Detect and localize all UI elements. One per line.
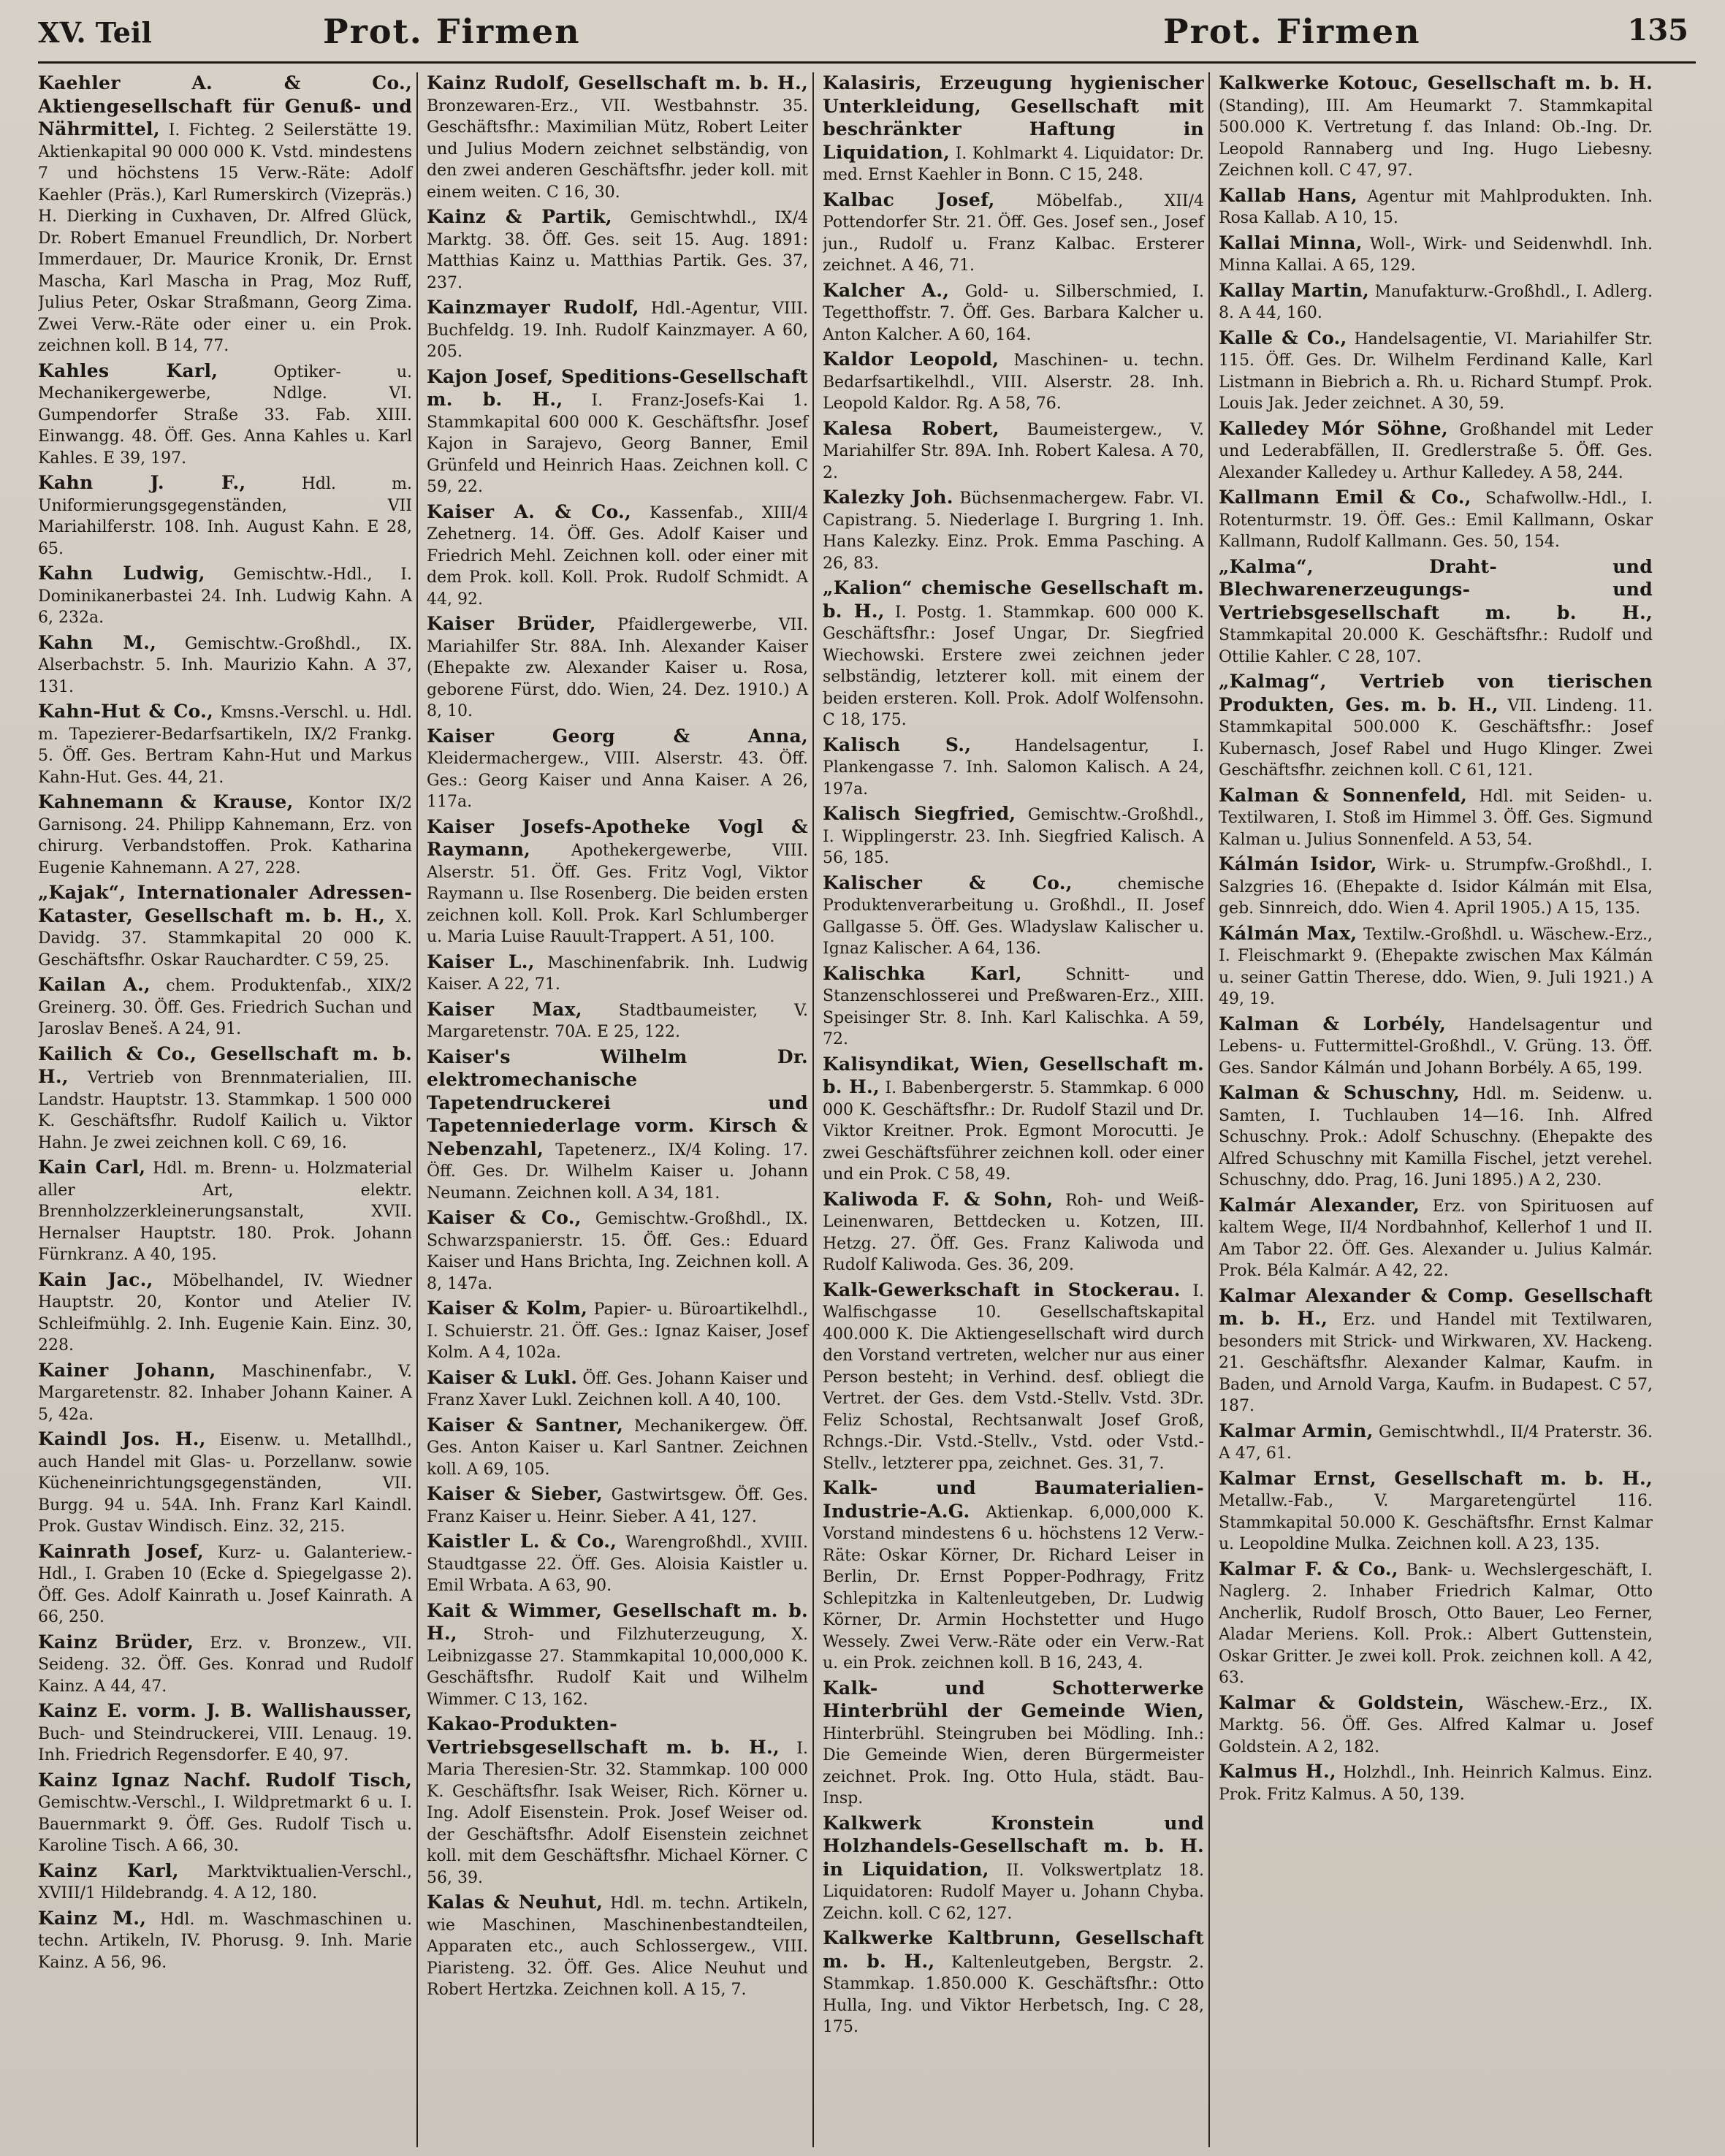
entry-firm-name: „Kajak“, Internationaler Adressen-Kataster, Gesellschaft m. b. H., — [38, 882, 412, 926]
entry-details: Gemischtw.-Hdl., I. Dominikanerbastei 24. Inh. Ludwig Kahn. A 6, 232a. — [38, 565, 412, 627]
entry-firm-name: Kalischer & Co., — [823, 872, 1073, 894]
entry-details: Manufakturw.-Großhdl., I. Adlerg. 8. A 44, 160. — [1219, 282, 1653, 322]
entry-details: (Standing), III. Am Heumarkt 7. Stammkapital 500.000 K. Vertretung f. das Inland: Ob.-Ing. Dr. Leopold Rannaberg und Ing. Hugo Liebesny. Zeichnen koll. C 47, 97. — [1219, 96, 1653, 180]
entry-details: Möbelhandel, IV. Wiedner Hauptstr. 20, Kontor und Atelier IV. Schleifmühlg. 2. Inh. Eugenie Kain. Einz. 30, 228. — [38, 1271, 412, 1355]
directory-entry — [1219, 853, 1653, 920]
directory-entry — [38, 360, 412, 470]
entry-firm-name: Kalasiris, Erzeugung hygienischer Unterkleidung, Gesellschaft mit beschränkter Haftung in Liquidation, — [823, 72, 1204, 163]
entry-details: Gemischtw.-Großhdl., IX. Alserbachstr. 5. Inh. Maurizio Kahn. A 37, 131. — [38, 634, 413, 696]
directory-entry — [823, 348, 1204, 415]
directory-entry — [1219, 1285, 1653, 1417]
entry-firm-name: Kalmar Armin, — [1219, 1420, 1374, 1441]
entry-firm-name: Kalisyndikat, Wien, Gesellschaft m. b. H., — [823, 1053, 1204, 1097]
column-1 — [38, 72, 418, 2147]
entry-details: Erz. v. Bronzew., VII. Seideng. 32. Öff. Ges. Konrad und Rudolf Kainz. A 44, 47. — [38, 1634, 412, 1696]
entry-firm-name: Kainrath Josef, — [38, 1540, 204, 1562]
directory-entry — [38, 974, 412, 1040]
entry-firm-name: Kaiser Brüder, — [427, 613, 596, 634]
entry-firm-name: Kaiser & Kolm, — [427, 1298, 588, 1319]
directory-entry — [427, 999, 808, 1043]
directory-entry — [427, 1207, 808, 1295]
entry-firm-name: Kaehler A. & Co., Aktiengesellschaft für Genuß- und Nährmittel, — [38, 72, 412, 140]
entry-details: Hdl. m. Seidenw. u. Samten, I. Tuchlauben 14—16. Inh. Alfred Schuschny. Prok.: Adolf Schuschny. (Ehepakte des Alfred Schuschny mit Kamilla Fischel, jetzt verehel. Schuschny, ddo. Prag, 16. Juni 1895.) A 2, 230. — [1219, 1085, 1653, 1189]
directory-entry — [823, 963, 1204, 1051]
entry-details: Maschinen- u. techn. Bedarfsartikelhdl., VIII. Alserstr. 28. Inh. Leopold Kaldor. Rg. A 58, 76. — [823, 351, 1204, 413]
entry-firm-name: Kaistler L. & Co., — [427, 1531, 617, 1552]
entry-details: Kmsns.-Verschl. u. Hdl. m. Tapezierer-Bedarfsartikeln, IX/2 Frankg. 5. Öff. Ges. Bertram Kahn-Hut und Markus Kahn-Hut. Ges. 44, 21. — [38, 704, 412, 787]
entry-firm-name: Kaldor Leopold, — [823, 348, 999, 370]
entry-details: Maschinenfabr., V. Margaretenstr. 82. Inhaber Johann Kainer. A 5, 42a. — [38, 1362, 412, 1424]
directory-entry — [1219, 1761, 1653, 1805]
directory-entry — [38, 1269, 412, 1357]
entry-firm-name: Kaiser Georg & Anna, — [427, 725, 808, 747]
entry-details: Roh- und Weiß-Leinenwaren, Bettdecken u. Kotzen, III. Hetzg. 27. Öff. Ges. Franz Kaliwoda und Rudolf Kaliwoda. Ges. 36, 209. — [823, 1191, 1205, 1274]
entry-details: Öff. Ges. Johann Kaiser und Franz Xaver Lukl. Zeichnen koll. A 40, 100. — [427, 1369, 809, 1409]
directory-entry — [1219, 280, 1653, 324]
directory-entry — [823, 577, 1204, 731]
entry-firm-name: Kaiser & Santner, — [427, 1414, 624, 1436]
entry-firm-name: Kahn-Hut & Co., — [38, 701, 214, 722]
directory-entry — [1219, 671, 1653, 782]
entry-firm-name: Kalkwerke Kotouc, Gesellschaft m. b. H. — [1219, 72, 1653, 94]
entry-details: Agentur mit Mahlprodukten. Inh. Rosa Kallab. A 10, 15. — [1219, 187, 1653, 227]
entry-details: Hdl.-Agentur, VIII. Buchfeldg. 19. Inh. Rudolf Kainzmayer. A 60, 205. — [427, 300, 808, 361]
entry-details: Warengroßhdl., XVIII. Staudtgasse 22. Öff. Ges. Aloisia Kaistler u. Emil Wrbata. A 63, 90. — [427, 1534, 808, 1595]
directory-entry — [38, 472, 412, 560]
directory-entry — [38, 882, 412, 971]
directory-entry — [38, 1770, 412, 1857]
entry-firm-name: Kaiser L., — [427, 951, 535, 972]
entry-firm-name: Kailan A., — [38, 974, 151, 995]
entry-details: Bank- u. Wechslergeschäft, I. Naglerg. 2. Inhaber Friedrich Kalmar, Otto Ancherlik, Rudolf Brosch, Otto Bauer, Leo Ferner, Aladar Meriens. Koll. Prok.: Albert Guttenstein, Oskar Gritter. Je zwei koll. Prok. zeichnen koll. A 42, 63. — [1219, 1561, 1653, 1687]
directory-entry — [1219, 232, 1653, 277]
entry-firm-name: Kalk- und Baumaterialien-Industrie-A.G. — [823, 1477, 1204, 1522]
directory-entry — [1219, 1420, 1653, 1465]
directory-entry — [1219, 1468, 1653, 1555]
entry-details: Pfaidlergewerbe, VII. Mariahilfer Str. 88A. Inh. Alexander Kaiser (Ehepakte zw. Alexander Kaiser u. Rosa, geborene Fürst, ddo. Wien, 24. Dez. 1910.) A 8, 10. — [427, 616, 809, 720]
directory-entry — [38, 72, 412, 357]
directory-entry — [1219, 1558, 1653, 1689]
entry-details: Metallw.-Fab., V. Margaretengürtel 116. Stammkapital 50.000 K. Geschäftsfhr. Ernst Kalmar u. Leopoldine Mulka. Zeichnen koll. A 23, 135. — [1219, 1492, 1653, 1553]
entry-firm-name: „Kalion“ chemische Gesellschaft m. b. H., — [823, 577, 1204, 622]
entry-details: Hdl. m. Waschmaschinen u. techn. Artikeln, IV. Phorusg. 9. Inh. Marie Kainz. A 56, 96. — [38, 1910, 412, 1972]
entry-details: VII. Lindeng. 11. Stammkapital 500.000 K. Geschäftsfhr.: Josef Kubernasch, Josef Rabel und Hugo Klinger. Zwei Geschäftsfhr. zeichnen koll. C 61, 121. — [1219, 696, 1653, 780]
entry-details: Kaltenleutgeben, Bergstr. 2. Stammkap. 1.850.000 K. Geschäftsfhr.: Otto Hulla, Ing. und Viktor Herbetsch, Ing. C 28, 175. — [823, 1953, 1204, 2036]
directory-entry — [823, 280, 1204, 346]
entry-details: Woll-, Wirk- und Seidenwhdl. Inh. Minna Kallai. A 65, 129. — [1219, 235, 1653, 275]
entry-firm-name: Kalisch S., — [823, 734, 972, 755]
directory-entry — [1219, 185, 1653, 229]
entry-details: chem. Produktenfab., XIX/2 Greinerg. 30. Öff. Ges. Friedrich Suchan und Jaroslav Beneš. A 24, 91. — [38, 977, 412, 1038]
running-title-left: Prot. Firmen — [323, 12, 581, 51]
directory-entry — [1219, 1013, 1653, 1080]
entry-details: Gemischtwhdl., IX/4 Marktg. 38. Öff. Ges. seit 15. Aug. 1891: Matthias Kainz u. Matthias Partik. Ges. 37, 237. — [427, 209, 808, 292]
entry-firm-name: Kalmar Ernst, Gesellschaft m. b. H., — [1219, 1467, 1653, 1489]
directory-entry — [427, 72, 808, 203]
directory-entry — [427, 1298, 808, 1364]
entry-firm-name: Kalmar F. & Co., — [1219, 1558, 1398, 1580]
directory-entry — [427, 1713, 808, 1889]
entry-firm-name: Kalesa Robert, — [823, 417, 999, 439]
directory-entry — [427, 1046, 808, 1205]
entry-firm-name: Kallay Martin, — [1219, 279, 1370, 301]
entry-firm-name: Kalezky Joh. — [823, 487, 953, 508]
entry-firm-name: Kaliwoda F. & Sohn, — [823, 1188, 1054, 1210]
entry-firm-name: Kalman & Sonnenfeld, — [1219, 784, 1468, 806]
entry-firm-name: Kálmán Isidor, — [1219, 853, 1377, 875]
directory-entry — [38, 1428, 412, 1538]
entry-firm-name: Kalman & Lorbély, — [1219, 1013, 1447, 1035]
entry-details: I. Franz-Josefs-Kai 1. Stammkapital 600 000 K. Geschäftsfhr. Josef Kajon in Sarajevo, Georg Banner, Emil Grünfeld und Heinrich Haas. Zeichnen koll. C 59, 22. — [427, 392, 808, 496]
directory-entry — [823, 1477, 1204, 1675]
entry-details: Gastwirtsgew. Öff. Ges. Franz Kaiser u. Heinr. Sieber. A 41, 127. — [427, 1486, 808, 1526]
entry-firm-name: Kainz Ignaz Nachf. Rudolf Tisch, — [38, 1769, 412, 1791]
directory-entry — [1219, 327, 1653, 415]
entry-details: I. Walfischgasse 10. Gesellschaftskapital 400.000 K. Die Aktiengesellschaft wird durch den Vorstand vertreten, welcher nur aus einer Person besteht; in Verhind. desf. obliegt die Vertret. der Ges. dem Vstd.-Stellv. Vstd. 3Dr. Feliz Schostal, Rechtsanwalt Josef Groß, Rchngs.-Dir. Vstd.-Stellv., Vstd. oder Vstd.-Stellv., letzterer ppa, zeichnet. Ges. 31, 7. — [823, 1281, 1204, 1473]
entry-firm-name: Kalischka Karl, — [823, 962, 1022, 984]
entry-details: II. Volkswertplatz 18. Liquidatoren: Rudolf Mayer u. Johann Chyba. Zeichn. koll. C 62, 127. — [823, 1861, 1205, 1923]
entry-firm-name: Kainer Johann, — [38, 1359, 216, 1381]
entry-firm-name: Kallmann Emil & Co., — [1219, 487, 1471, 508]
entry-firm-name: Kálmán Max, — [1219, 922, 1357, 944]
directory-entry — [38, 1631, 412, 1698]
entry-details: Gemischtw.-Großhdl., I. Wipplingerstr. 23. Inh. Siegfried Kalisch. A 56, 185. — [823, 806, 1204, 867]
entry-firm-name: Kallai Minna, — [1219, 232, 1363, 254]
entry-firm-name: Kahn Ludwig, — [38, 563, 205, 584]
entry-firm-name: Kalledey Mór Söhne, — [1219, 417, 1448, 439]
entry-firm-name: Kainz E. vorm. J. B. Wallishausser, — [38, 1700, 412, 1721]
entry-details: Buch- und Steindruckerei, VIII. Lenaug. 19. Inh. Friedrich Regensdorfer. E 40, 97. — [38, 1724, 412, 1764]
entry-details: Eisenw. u. Metallhdl., auch Handel mit Glas- u. Porzellanw. sowie Kücheneinrichtungsgegenständen, VII. Burgg. 94 u. 54A. Inh. Franz Karl Kaindl. Prok. Gustav Windisch. Einz. 32, 215. — [38, 1431, 412, 1536]
entry-details: Hdl. m. Brenn- u. Holzmaterial aller Art, elektr. Brennholzzerkleinerungsanstalt, XVII. Hernalser Hauptstr. 180. Prok. Johann Fürnkranz. A 40, 195. — [38, 1159, 412, 1264]
directory-entry — [1219, 1692, 1653, 1759]
entry-firm-name: Kahnemann & Krause, — [38, 791, 294, 812]
entry-firm-name: Kainz M., — [38, 1907, 147, 1929]
directory-entry — [823, 1189, 1204, 1276]
entry-firm-name: Kalmus H., — [1219, 1761, 1336, 1782]
directory-entry — [38, 1908, 412, 1974]
directory-entry — [823, 189, 1204, 277]
entry-firm-name: Kaiser & Sieber, — [427, 1483, 603, 1504]
entry-details: Kontor IX/2 Garnisong. 24. Philipp Kahnemann, Erz. von chirurg. Verbandstoffen. Prok. Katharina Eugenie Kahnemann. A 27, 228. — [38, 794, 413, 877]
column-4 — [1219, 72, 1657, 2147]
entry-details: Hinterbrühl. Steingruben bei Mödling. Inh.: Die Gemeinde Wien, deren Bürgermeister zeichnet. Prok. Ing. Otto Hula, städt. Bau-Insp. — [823, 1724, 1204, 1808]
directory-entry — [1219, 72, 1653, 182]
entry-firm-name: Kaiser's Wilhelm Dr. elektromechanische Tapetendruckerei und Tapetenniederlage vorm. Kirsch & Nebenzahl, — [427, 1045, 808, 1159]
entry-details: Vertrieb von Brennmaterialien, III. Landstr. Hauptstr. 13. Stammkap. 1 500 000 K. Geschäftsfhr. Rudolf Kailich u. Viktor Hahn. Je zwei zeichnen koll. C 69, 16. — [38, 1069, 413, 1152]
directory-entry — [427, 366, 808, 498]
entry-details: Möbelfab., XII/4 Pottendorfer Str. 21. Öff. Ges. Josef sen., Josef jun., Rudolf u. Franz Kalbac. Ersterer zeichnet. A 46, 71. — [823, 191, 1204, 275]
entry-details: Baumeistergew., V. Mariahilfer Str. 89A. Inh. Robert Kalesa. A 70, 2. — [823, 420, 1204, 482]
directory-entry — [1219, 923, 1653, 1010]
entry-details: Kurz- u. Galanteriew.-Hdl., I. Graben 10 (Ecke d. Spiegelgasse 2). Öff. Ges. Adolf Kainrath u. Josef Kainrath. A 66, 250. — [38, 1543, 413, 1626]
entry-details: Erz. und Handel mit Textilwaren, besonders mit Strick- und Wirkwaren, XV. Hackeng. 21. Geschäftsfhr. Alexander Kalmar, Kaufm. in Baden, und Arnold Varga, Kaufm. in Budapest. C 57, 187. — [1219, 1311, 1653, 1415]
entry-details: Maschinenfabrik. Inh. Ludwig Kaiser. A 22, 71. — [427, 953, 808, 994]
entry-firm-name: Kalmár Alexander, — [1219, 1194, 1420, 1216]
entry-details: Mechanikergew. Öff. Ges. Anton Kaiser u. Karl Santner. Zeichnen koll. A 69, 105. — [427, 1417, 808, 1479]
directory-entry — [427, 816, 808, 948]
directory-entry — [823, 1054, 1204, 1186]
directory-entry — [823, 1927, 1204, 2038]
entry-details: Tapetenerz., IX/4 Koling. 17. Öff. Ges. Dr. Wilhelm Kaiser u. Johann Neumann. Zeichnen koll. A 34, 181. — [427, 1140, 808, 1203]
entry-details: chemische Produktenverarbeitung u. Großhdl., II. Josef Gallgasse 5. Öff. Ges. Wladyslaw Kalischer u. Ignaz Kalischer. A 64, 136. — [823, 875, 1204, 958]
directory-entry — [38, 1043, 412, 1154]
entry-details: Erz. von Spirituosen auf kaltem Wege, II/4 Nordbahnhof, Kellerhof 1 und II. Am Tabor 22. Öff. Ges. Alexander u. Julius Kalmár. Prok. Béla Kalmár. A 42, 22. — [1219, 1197, 1653, 1280]
entry-details: Wirk- u. Strumpfw.-Großhdl., I. Salzgries 16. (Ehepakte d. Isidor Kálmán mit Elsa, geb. Sinnreich, ddo. Wien 4. April 1905.) A 15, 135. — [1219, 856, 1653, 918]
directory-entry — [823, 487, 1204, 574]
entry-details: I. Maria Theresien-Str. 32. Stammkap. 100 000 K. Geschäftsfhr. Isak Weiser, Rich. Körner u. Ing. Adolf Eisenstein. Prok. Josef Weiser od. der Geschäftsfhr. Adolf Eisenstein zeichnet koll. mit dem Geschäftsfhr. Michael Körner. C 56, 39. — [427, 1739, 808, 1887]
entry-firm-name: Kalisch Siegfried, — [823, 803, 1016, 824]
entry-details: Gold- u. Silberschmied, I. Tegetthoffstr. 7. Öff. Ges. Barbara Kalcher u. Anton Kalcher. A 60, 164. — [823, 282, 1204, 344]
directory-entry — [38, 791, 412, 879]
entry-details: Marktviktualien-Verschl., XVIII/1 Hildebrandg. 4. A 12, 180. — [38, 1862, 412, 1902]
directory-entry — [427, 1531, 808, 1597]
entry-details: Bronzewaren-Erz., VII. Westbahnstr. 35. Geschäftsfhr.: Maximilian Mütz, Robert Leiter und Julius Modern zeichnet selbständig, von den zwei anderen Geschäftsfhr. jeder koll. mit einem weiten. C 16, 30. — [427, 96, 808, 202]
directory-entry — [38, 1700, 412, 1767]
entry-details: I. Babenbergerstr. 5. Stammkap. 6 000 000 K. Geschäftsfhr.: Dr. Rudolf Stazil und Dr. Viktor Kreitner. Prok. Egmont Morocutti. Je zwei Geschäftsführer zeichnen koll. oder einer und ein Prok. C 58, 49. — [823, 1079, 1205, 1184]
directory-entry — [1219, 785, 1653, 851]
entry-firm-name: Kainzmayer Rudolf, — [427, 297, 639, 318]
entry-columns — [38, 72, 1696, 2147]
entry-firm-name: Kain Carl, — [38, 1157, 146, 1178]
directory-entry — [823, 1813, 1204, 1925]
entry-details: Stadtbaumeister, V. Margaretenstr. 70A. E 25, 122. — [427, 1001, 809, 1041]
entry-firm-name: Kakao-Produkten-Vertriebsgesellschaft m. b. H., — [427, 1713, 780, 1758]
directory-entry — [1219, 556, 1653, 668]
directory-entry — [823, 1677, 1204, 1810]
entry-firm-name: Kainz Karl, — [38, 1859, 179, 1881]
directory-entry — [1219, 418, 1653, 484]
entry-details: Apothekergewerbe, VIII. Alserstr. 51. Öff. Ges. Fritz Vogl, Viktor Raymann u. Ilse Rosenberg. Die beiden ersten zeichnen koll. Koll. Prok. Karl Schlumberger u. Maria Luise Rauult-Trappert. A 51, 100. — [427, 842, 808, 946]
entry-firm-name: Kalmar & Goldstein, — [1219, 1691, 1465, 1713]
directory-entry — [38, 1860, 412, 1905]
entry-firm-name: Kalman & Schuschny, — [1219, 1082, 1461, 1103]
column-2 — [427, 72, 814, 2147]
entry-details: Aktienkap. 6,000,000 K. Vorstand mindestens 6 u. höchstens 12 Verw.-Räte: Oskar Körner, Dr. Richard Leiser in Berlin, Dr. Ernst Popper-Podhragy, Fritz Schlepitzka in Kaltenleutgeben, Dr. Ludwig Körner, Dr. Armin Hochstetter und Hugo Wessely. Zwei Verw.-Räte oder ein Verw.-Rat u. ein Prok. zeichnen koll. B 16, 243, 4. — [823, 1503, 1204, 1672]
entry-details: Handelsagentie, VI. Mariahilfer Str. 115. Öff. Ges. Dr. Wilhelm Ferdinand Kalle, Karl Listmann in Biebrich a. Rh. u. Richard Stumpf. Prok. Louis Jak. Jeder zeichnet. A 30, 59. — [1219, 330, 1653, 413]
directory-entry — [38, 632, 412, 698]
column-3 — [823, 72, 1210, 2147]
entry-firm-name: Kaiser Max, — [427, 998, 582, 1020]
running-title-right: Prot. Firmen — [1163, 12, 1421, 51]
directory-entry — [38, 1541, 412, 1629]
entry-firm-name: Kalmar Alexander & Comp. Gesellschaft m. b. H., — [1219, 1284, 1653, 1329]
directory-entry — [427, 297, 808, 363]
entry-details: Hdl. m. Uniformierungsgegenständen, VII Mariahilferstr. 108. Inh. August Kahn. E 28, 65. — [38, 475, 412, 558]
entry-details: Stroh- und Filzhuterzeugung, X. Leibnizgasse 27. Stammkapital 10,000,000 K. Geschäftsfhr. Rudolf Kait und Wilhelm Wimmer. C 13, 162. — [427, 1626, 808, 1709]
entry-details: Handelsagentur, I. Plankengasse 7. Inh. Salomon Kalisch. A 24, 197a. — [823, 736, 1204, 799]
entry-firm-name: Kalkwerk Kronstein und Holzhandels-Gesellschaft m. b. H. in Liquidation, — [823, 1812, 1204, 1880]
directory-entry — [823, 418, 1204, 484]
entry-details: Schafwollw.-Hdl., I. Rotenturmstr. 19. Öff. Ges.: Emil Kallmann, Oskar Kallmann, Rudolf Kallmann. Ges. 50, 154. — [1219, 490, 1653, 551]
entry-details: X. Davidg. 37. Stammkapital 20 000 K. Geschäftsfhr. Oskar Rauchardter. C 59, 25. — [38, 907, 412, 970]
entry-firm-name: „Kalma“, Draht- und Blechwarenerzeugungs- und Vertriebsgesellschaft m. b. H., — [1219, 555, 1653, 623]
entry-firm-name: Kain Jac., — [38, 1268, 153, 1290]
entry-firm-name: Kaiser & Lukl. — [427, 1366, 578, 1388]
directory-entry — [427, 1892, 808, 2001]
entry-firm-name: Kallab Hans, — [1219, 184, 1357, 206]
entry-firm-name: Kalas & Neuhut, — [427, 1892, 603, 1913]
entry-firm-name: Kainz Brüder, — [38, 1631, 194, 1653]
entry-details: Handelsagentur und Lebens- u. Futtermittel-Großhdl., V. Grüng. 13. Öff. Ges. Sandor Kálmán und Johann Borbély. A 65, 199. — [1219, 1016, 1653, 1078]
entry-firm-name: Kaiser & Co., — [427, 1207, 582, 1228]
directory-entry — [427, 1600, 808, 1711]
entry-firm-name: Kahn J. F., — [38, 472, 246, 493]
entry-details: Hdl. mit Seiden- u. Textilwaren, I. Stoß im Himmel 3. Öff. Ges. Sigmund Kalman u. Julius Sonnenfeld. A 53, 54. — [1219, 787, 1653, 849]
entry-details: Wäschew.-Erz., IX. Marktg. 56. Öff. Ges. Alfred Kalmar u. Josef Goldstein. A 2, 182. — [1219, 1694, 1653, 1756]
directory-entry — [427, 206, 808, 294]
entry-firm-name: Kaiser A. & Co., — [427, 500, 631, 522]
entry-details: Büchsenmachergew. Fabr. VI. Capistrang. 5. Niederlage I. Burgring 1. Inh. Hans Kalezky. Einz. Prok. Emma Pasching. A 26, 83. — [823, 490, 1204, 573]
directory-entry — [38, 1157, 412, 1266]
directory-entry — [427, 501, 808, 611]
entry-firm-name: Kaindl Jos. H., — [38, 1428, 206, 1450]
directory-entry — [427, 1414, 808, 1481]
entry-firm-name: Kalle & Co., — [1219, 327, 1347, 348]
directory-entry — [823, 72, 1204, 186]
entry-details: Optiker- u. Mechanikergewerbe, Ndlge. VI. Gumpendorfer Straße 33. Fab. XIII. Einwangg. 48. Öff. Ges. Anna Kahles u. Karl Kahles. E 39, 197. — [38, 362, 413, 468]
entry-firm-name: Kailich & Co., Gesellschaft m. b. H., — [38, 1043, 412, 1087]
entry-details: Gemischtw.-Verschl., I. Wildpretmarkt 6 u. I. Bauernmarkt 9. Öff. Ges. Rudolf Tisch u. Karoline Tisch. A 66, 30. — [38, 1794, 412, 1855]
entry-firm-name: Kalk- und Schotterwerke Hinterbrühl der Gemeinde Wien, — [823, 1677, 1204, 1721]
entry-firm-name: Kahles Karl, — [38, 359, 218, 381]
directory-entry — [1219, 1082, 1653, 1192]
entry-firm-name: Kainz & Partik, — [427, 206, 612, 227]
page-number: 135 — [1627, 13, 1688, 47]
entry-details: Papier- u. Büroartikelhdl., I. Schuierstr. 21. Öff. Ges.: Ignaz Kaiser, Josef Kolm. A 4, 102a. — [427, 1300, 808, 1362]
entry-details: Großhandel mit Leder und Lederabfällen, II. Gredlerstraße 5. Öff. Ges. Alexander Kalledey u. Arthur Kalledey. A 58, 244. — [1219, 420, 1653, 482]
entry-firm-name: Kalbac Josef, — [823, 188, 995, 210]
directory-entry — [823, 803, 1204, 869]
entry-details: I. Postg. 1. Stammkap. 600 000 K. Geschäftsfhr.: Josef Ungar, Dr. Siegfried Wiechowski. Erstere zwei zeichnen jeder selbständig, letzterer koll. mit einem der beiden ersteren. Koll. Prok. Adolf Wolfensohn. C 18, 175. — [823, 603, 1205, 729]
entry-firm-name: Kajon Josef, Speditions-Gesellschaft m. b. H., — [427, 365, 808, 410]
directory-entry — [823, 1279, 1204, 1475]
directory-entry — [823, 734, 1204, 801]
directory-entry — [38, 701, 412, 788]
entry-firm-name: Kalk-Gewerkschaft in Stockerau. — [823, 1279, 1181, 1300]
directory-entry — [38, 1360, 412, 1426]
page-header — [38, 10, 1696, 64]
entry-details: I. Fichteg. 2 Seilerstätte 19. Aktienkapital 90 000 000 K. Vstd. mindestens 7 und höchstens 15 Verw.-Räte: Adolf Kaehler (Präs.), Karl Rumerskirch (Vizepräs.) H. Dierking in Cuxhaven, Dr. Alfred Glück, Dr. Robert Emanuel Freundlich, Dr. Norbert Immerdauer, Dr. Maurice Kronik, Dr. Ernst Mascha, Karl Mascha in Prag, Moz Ruff, Julius Peter, Oskar Straßmann, Georg Zima. Zwei Verw.-Räte oder einer u. ein Prok. zeichnen koll. B 14, 77. — [38, 121, 413, 355]
directory-entry — [427, 613, 808, 723]
entry-firm-name: Kahn M., — [38, 631, 157, 653]
directory-entry — [427, 951, 808, 996]
entry-details: Schnitt- und Stanzenschlosserei und Preßwaren-Erz., XIII. Speisinger Str. 8. Inh. Karl Kalischka. A 59, 72. — [823, 965, 1205, 1048]
directory-entry — [1219, 487, 1653, 553]
entry-firm-name: Kalkwerke Kaltbrunn, Gesellschaft m. b. H., — [823, 1927, 1204, 1972]
directory-entry — [427, 1367, 808, 1412]
entry-firm-name: Kainz Rudolf, Gesellschaft m. b. H., — [427, 72, 808, 94]
section-label: XV. Teil — [38, 16, 152, 49]
entry-details: Gemischtw.-Großhdl., IX. Schwarzspanierstr. 15. Öff. Ges.: Eduard Kaiser und Hans Brichta, Ing. Zeichnen koll. A 8, 147a. — [427, 1210, 809, 1293]
directory-entry — [38, 563, 412, 629]
entry-details: I. Kohlmarkt 4. Liquidator: Dr. med. Ernst Kaehler in Bonn. C 15, 248. — [823, 144, 1204, 184]
entry-details: Gemischtwhdl., II/4 Praterstr. 36. A 47, 61. — [1219, 1422, 1653, 1463]
entry-firm-name: „Kalmag“, Vertrieb von tierischen Produkten, Ges. m. b. H., — [1219, 671, 1653, 715]
directory-entry — [823, 872, 1204, 960]
entry-details: Textilw.-Großhdl. u. Wäschew.-Erz., I. Fleischmarkt 9. (Ehepakte zwischen Max Kálmán u. seiner Gattin Therese, ddo. Wien, 9. Juli 1921.) A 49, 19. — [1219, 925, 1653, 1008]
directory-entry — [427, 1483, 808, 1528]
entry-firm-name: Kait & Wimmer, Gesellschaft m. b. H., — [427, 1599, 808, 1644]
entry-details: Kleidermachergew., VIII. Alserstr. 43. Öff. Ges.: Georg Kaiser und Anna Kaiser. A 26, 117a. — [427, 750, 808, 811]
entry-firm-name: Kaiser Josefs-Apotheke Vogl & Raymann, — [427, 815, 808, 860]
directory-entry — [427, 725, 808, 813]
entry-firm-name: Kalcher A., — [823, 279, 950, 301]
entry-details: Kassenfab., XIII/4 Zehetnerg. 14. Öff. Ges. Adolf Kaiser und Friedrich Mehl. Zeichnen koll. oder einer mit dem Prok. koll. Koll. Prok. Rudolf Schmidt. A 44, 92. — [427, 503, 808, 609]
entry-details: Holzhdl., Inh. Heinrich Kalmus. Einz. Prok. Fritz Kalmus. A 50, 139. — [1219, 1764, 1653, 1804]
entry-details: Stammkapital 20.000 K. Geschäftsfhr.: Rudolf und Ottilie Kahler. C 28, 107. — [1219, 626, 1653, 666]
directory-entry — [1219, 1195, 1653, 1282]
entry-details: Hdl. m. techn. Artikeln, wie Maschinen, Maschinenbestandteilen, Apparaten etc., auch Schlossergew., VIII. Piaristeng. 32. Öff. Ges. Alice Neuhut und Robert Hertzka. Zeichnen koll. A 15, 7. — [427, 1894, 808, 1999]
